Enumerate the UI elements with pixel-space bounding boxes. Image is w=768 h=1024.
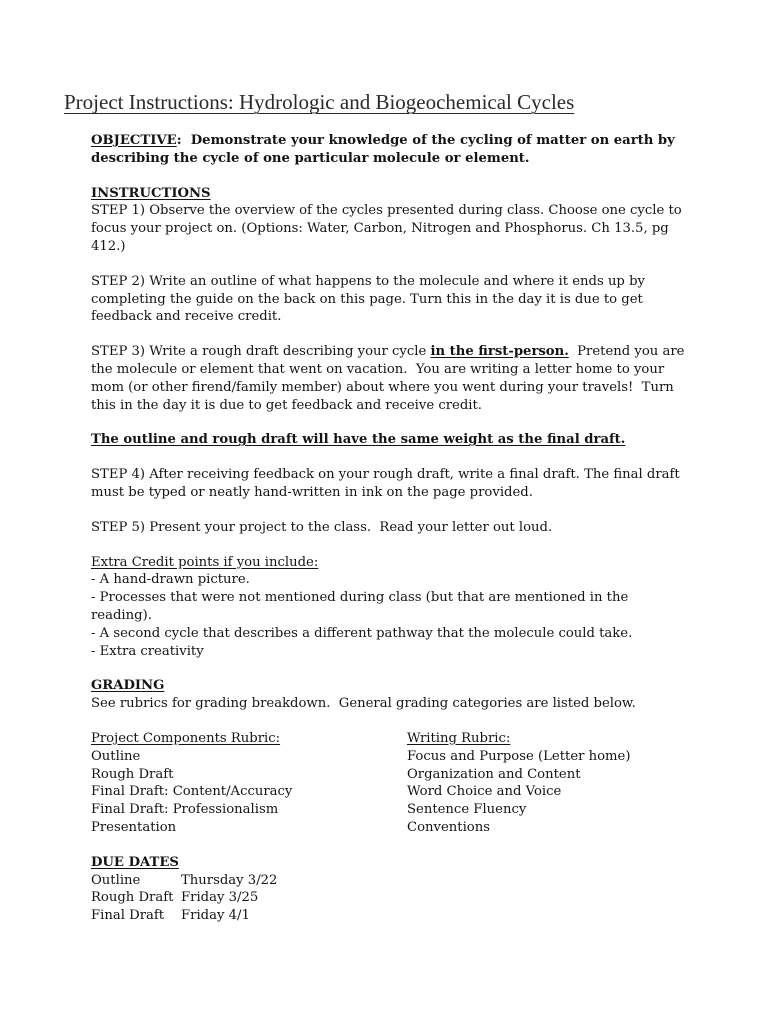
weight-note-section (91, 431, 691, 449)
table-row (91, 872, 277, 890)
instructions-heading: INSTRUCTIONS (91, 185, 211, 201)
extra-credit-item: - Extra creativity (91, 643, 204, 659)
rubric-item: Word Choice and Voice (407, 784, 562, 800)
grading-section (91, 677, 691, 836)
step-3-after: Pretend you are the molecule or element that went on vacation. You are writing a letter home to your mom (or other firend/family member) about where you went during your travels! Turn this in the day it is due to get feedback and receive credit. (91, 344, 689, 413)
rubric-item: Conventions (407, 819, 490, 835)
rubric-item: Organization and Content (407, 766, 581, 782)
page-title: Project Instructions: Hydrologic and Biogeochemical Cycles (64, 90, 575, 114)
rubric-item: Final Draft: Content/Accuracy (91, 784, 293, 800)
due-item: Outline (91, 872, 141, 888)
step-3-before: STEP 3) Write a rough draft describing your cycle (91, 344, 431, 360)
step-3-emphasis: in the first-person. (430, 344, 569, 360)
due-dates-section (91, 854, 691, 925)
objective-paragraph (91, 132, 691, 168)
objective-label: OBJECTIVE (91, 133, 177, 148)
step-4-section (91, 466, 691, 502)
rubric-item: Rough Draft (91, 766, 174, 782)
due-dates-heading: DUE DATES (91, 854, 179, 870)
grading-text: See rubrics for grading breakdown. General grading categories are listed below. (91, 696, 636, 712)
extra-credit-item: - Processes that were not mentioned during class (but that are mentioned in the reading). (91, 590, 629, 623)
step-5-section (91, 519, 691, 537)
due-date: Friday 4/1 (181, 908, 250, 924)
table-row (91, 907, 277, 925)
objective-colon: : (176, 133, 182, 148)
writing-rubric (407, 730, 691, 837)
due-dates-table (91, 872, 277, 925)
due-item: Rough Draft (91, 890, 174, 906)
grading-heading: GRADING (91, 678, 165, 694)
extra-credit-section (91, 554, 691, 661)
step-5: STEP 5) Present your project to the class. Read your letter out loud. (91, 519, 553, 535)
objective-section (91, 132, 691, 168)
rubric-item: Sentence Fluency (407, 802, 527, 818)
due-date: Friday 3/25 (181, 890, 259, 906)
step-4: STEP 4) After receiving feedback on your rough draft, write a final draft. The final draft must be typed or neatly hand-written in ink on the page provided. (91, 467, 680, 500)
rubric-item: Focus and Purpose (Letter home) (407, 748, 631, 764)
project-rubric-heading: Project Components Rubric: (91, 730, 281, 746)
document-page (64, 88, 691, 942)
extra-credit-list (91, 571, 691, 660)
extra-credit-heading: Extra Credit points if you include: (91, 554, 319, 570)
project-components-rubric (91, 730, 407, 837)
rubrics (91, 730, 691, 837)
step-2: STEP 2) Write an outline of what happens to the molecule and where it ends up by completing the guide on the back on this page. Turn this in the day it is due to get feedback and receive credit. (91, 273, 645, 325)
extra-credit-item: - A second cycle that describes a different pathway that the molecule could take. (91, 625, 633, 641)
step-3 (91, 343, 691, 414)
extra-credit-item: - A hand-drawn picture. (91, 572, 250, 588)
due-date: Thursday 3/22 (181, 872, 278, 888)
writing-rubric-heading: Writing Rubric: (407, 730, 511, 746)
due-item: Final Draft (91, 908, 165, 924)
weight-note: The outline and rough draft will have the same weight as the final draft. (91, 432, 626, 448)
step-2-section (91, 273, 691, 326)
rubric-item: Outline (91, 748, 141, 764)
rubric-item: Final Draft: Professionalism (91, 802, 279, 818)
table-row (91, 889, 277, 907)
step-1: STEP 1) Observe the overview of the cycles presented during class. Choose one cycle to focus your project on. (Options: Water, Carbon, Nitrogen and Phosphorus. Ch 13.5, pg 412.) (91, 203, 682, 254)
instructions-step1-section (91, 185, 691, 256)
step-3-section (91, 343, 691, 414)
objective-text: Demonstrate your knowledge of the cycling of matter on earth by describing the cycle of one particular molecule or element. (91, 133, 680, 166)
rubric-item: Presentation (91, 819, 177, 835)
